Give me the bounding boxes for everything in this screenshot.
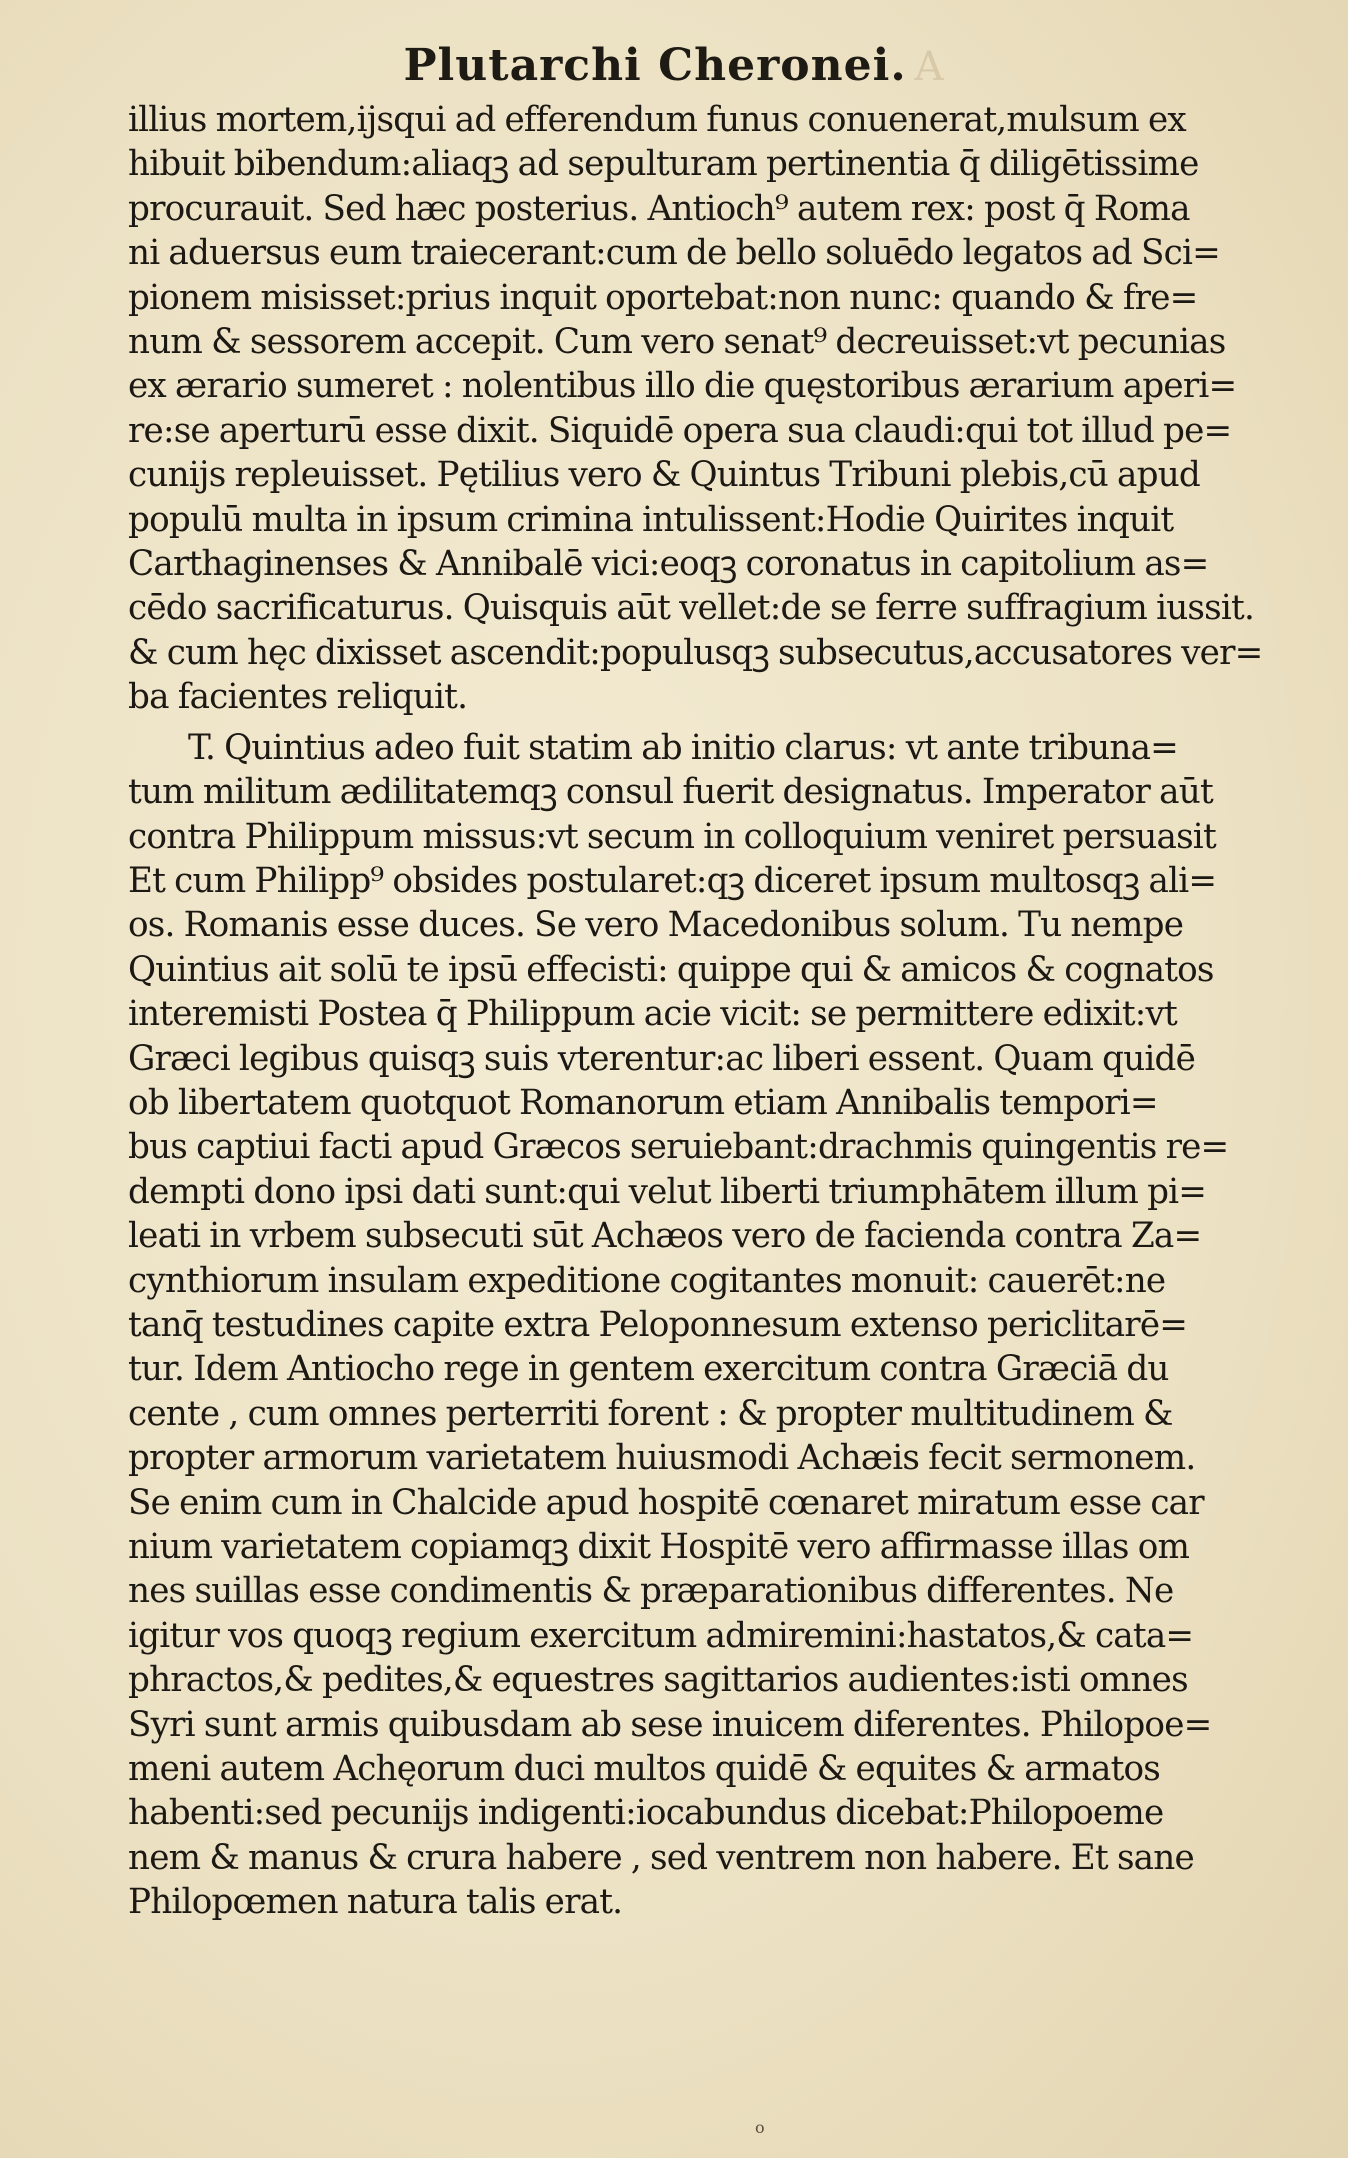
text-line: ob libertatem quotquot Romanorum etiam Annibalis tempori= [128, 1082, 1158, 1123]
folio-mark: o [755, 2118, 765, 2137]
text-line: leati in vrbem subsecuti sūt Achæos vero de facienda contra Za= [128, 1216, 1202, 1257]
text-line: Quintius ait solū te ipsū effecisti: quippe qui & amicos & cognatos [128, 949, 1214, 990]
text-line: cēdo sacrificaturus. Quisquis aūt vellet:de se ferre suffragium iussit. [128, 588, 1255, 629]
text-line: meni autem Achęorum duci multos quidē & equites & armatos [128, 1749, 1161, 1790]
text-line: ex ærario sumeret : nolentibus illo die quęstoribus ærarium aperi= [128, 366, 1237, 407]
running-head-title: Plutarchi Cheronei. [403, 40, 907, 91]
text-line: re:se aperturū esse dixit. Siquidē opera sua claudi:qui tot illud pe= [128, 410, 1232, 451]
text-line: nium varietatem copiamqꝫ dixit Hospitē vero affirmasse illas om [128, 1527, 1190, 1567]
text-line: Et cum Philipp⁹ obsides postularet:qꝫ diceret ipsum multosqꝫ ali= [128, 860, 1217, 901]
text-line: os. Romanis esse duces. Se vero Macedonibus solum. Tu nempe [128, 905, 1184, 946]
body-text [128, 98, 1340, 1925]
text-line: tur. Idem Antiocho rege in gentem exercitum contra Græciā du [128, 1349, 1169, 1390]
text-line: phractos,& pedites,& equestres sagittarios audientes:isti omnes [128, 1660, 1188, 1701]
text-line: bus captiui facti apud Græcos seruiebant:drachmis quingentis re= [128, 1127, 1229, 1168]
text-line: cente , cum omnes perterriti forent : & propter multitudinem & [128, 1393, 1173, 1434]
text-line: interemisti Postea q̄ Philippum acie vicit: se permittere edixit:vt [128, 994, 1177, 1035]
text-line: tanq̄ testudines capite extra Peloponnesum extenso periclitarē= [128, 1304, 1188, 1345]
text-line: cynthiorum insulam expeditione cogitantes monuit: cauerēt:ne [128, 1260, 1166, 1301]
text-line: nes suillas esse condimentis & præparationibus differentes. Ne [128, 1571, 1174, 1612]
show-through-letter: A [914, 44, 945, 90]
text-line: hibuit bibendum:aliaqꝫ ad sepulturam pertinentia q̄ diligētissime [128, 144, 1199, 185]
text-line: Syri sunt armis quibusdam ab sese inuicem diferentes. Philopoe= [128, 1704, 1212, 1745]
text-line: tum militum ædilitatemqꝫ consul fuerit designatus. Imperator aūt [128, 772, 1213, 813]
text-line: num & sessorem accepit. Cum vero senat⁹ decreuisset:vt pecunias [128, 322, 1226, 363]
running-head [0, 40, 1348, 91]
text-line: T. Quintius adeo fuit statim ab initio clarus: vt ante tribuna= [188, 727, 1179, 768]
text-line: Græci legibus quisqꝫ suis vterentur:ac liberi essent. Quam quidē [128, 1038, 1196, 1079]
text-line: ba facientes reliquit. [128, 677, 468, 718]
text-line: habenti:sed pecunijs indigenti:iocabundus dicebat:Philopoeme [128, 1793, 1164, 1834]
text-line: nem & manus & crura habere , sed ventrem non habere. Et sane [128, 1837, 1194, 1878]
text-line: illius mortem,ijsqui ad efferendum funus conuenerat,mulsum ex [128, 100, 1186, 140]
text-line: dempti dono ipsi dati sunt:qui velut liberti triumphātem illum pi= [128, 1171, 1207, 1212]
text-line: propter armorum varietatem huiusmodi Achæis fecit sermonem. [128, 1438, 1196, 1479]
text-line: & cum hęc dixisset ascendit:populusqꝫ subsecutus,accusatores ver= [128, 632, 1263, 673]
text-line: populū multa in ipsum crimina intulissent:Hodie Quirites inquit [128, 499, 1174, 540]
text-line: Carthaginenses & Annibalē vici:eoqꝫ coronatus in capitolium as= [128, 544, 1209, 585]
text-line: Se enim cum in Chalcide apud hospitē cœnaret miratum esse car [128, 1482, 1204, 1523]
text-line: cunijs repleuisset. Pętilius vero & Quintus Tribuni plebis,cū apud [128, 455, 1200, 496]
text-line: ni aduersus eum traiecerant:cum de bello soluēdo legatos ad Sci= [128, 233, 1220, 274]
text-line: igitur vos quoqꝫ regium exercitum admiremini:hastatos,& cata= [128, 1615, 1194, 1656]
text-line: Philopœmen natura talis erat. [128, 1882, 623, 1923]
text-line: procurauit. Sed hæc posterius. Antioch⁹ autem rex: post q̄ Roma [128, 188, 1190, 229]
text-line: contra Philippum missus:vt secum in colloquium veniret persuasit [128, 816, 1216, 857]
text-line: pionem misisset:prius inquit oportebat:non nunc: quando & fre= [128, 277, 1198, 318]
